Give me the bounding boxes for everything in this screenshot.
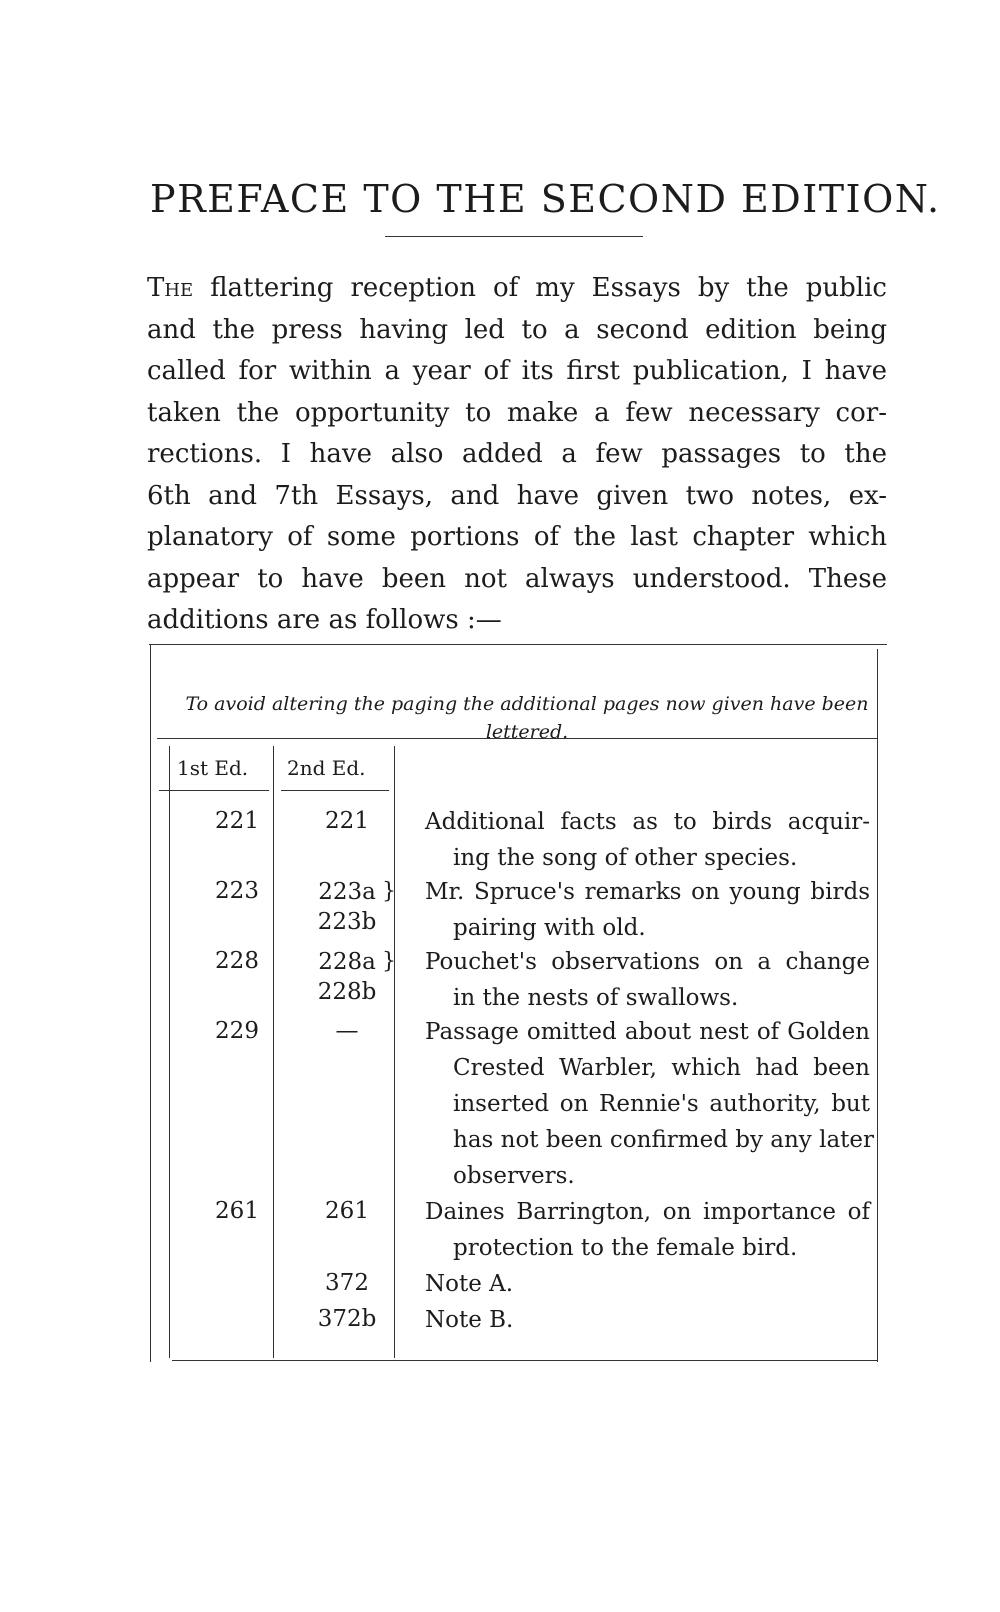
additions-table [157,664,887,1394]
paragraph-line: 6th and 7th Essays, and have given two notes, ex- [147,480,887,511]
row-description: Pouchet's observations on a change in the nests of swallows. [425,949,870,1011]
title-rule [385,236,643,237]
row-first-ed: 221 [215,808,259,834]
row-first-ed: 261 [215,1198,259,1224]
table-bottom-border [172,1360,877,1361]
col1-left-rule [169,746,170,1358]
row-second-ed-a: 223a [318,879,376,905]
brace-icon: } [382,949,396,974]
row-description: Passage omitted about nest of Golden Crested Warbler, which had been inserted on Rennie's authority, but has not been confirmed by any later observers. [425,1019,875,1189]
row-second-ed-a: 228a [318,949,376,975]
paragraph-line: appear to have been not always understood. These [147,563,887,594]
row-second-ed: — [335,1018,359,1044]
row-second-ed: 221 [325,808,369,834]
paragraph-line: taken the opportunity to make a few necessary cor- [147,397,887,428]
table-right-border [877,649,878,1362]
row-description: Mr. Spruce's remarks on young birds pairing with old. [425,879,870,941]
page-title: PREFACE TO THE SECOND EDITION. [150,177,941,222]
paragraph-first-word: The [147,273,194,303]
row-second-ed-b: 223b [317,909,377,935]
paragraph-line: planatory of some portions of the last chapter which [147,522,887,552]
header-rule-1 [159,790,269,791]
paragraph-line: The flattering reception of my Essays by the public [147,273,887,303]
row-second-ed: 372 [325,1270,369,1296]
paragraph-line: and the press having led to a second edition being [147,314,887,345]
brace-icon: } [382,879,396,904]
row-description: Additional facts as to birds acquir- ing the song of other species. [425,809,870,871]
header-rule-2 [281,790,389,791]
preface-paragraph [147,268,887,642]
row-second-ed-b: 228b [317,979,377,1005]
table-top-border [149,644,887,645]
paragraph-line: additions are as follows :— [147,605,502,635]
row-second-ed: 261 [325,1198,369,1224]
row-description: Daines Barrington, on importance of protection to the female bird. [425,1199,870,1261]
header-first-edition: 1st Ed. [177,756,249,780]
col2-right-rule [394,746,395,1358]
paragraph-line: called for within a year of its first publication, I have [147,356,887,386]
row-first-ed: 229 [215,1018,259,1044]
row-description: Note A. [425,1271,514,1297]
header-second-edition: 2nd Ed. [287,756,366,780]
col1-right-rule [273,746,274,1358]
paragraph-line: rections. I have also added a few passages to the [147,439,887,469]
table-left-border [150,644,151,1362]
row-first-ed: 228 [215,948,259,974]
table-note: To avoid altering the paging the additional pages now given have been lettered. [185,693,869,743]
row-second-ed: 372b [317,1306,377,1332]
row-description: Note B. [425,1307,514,1333]
row-first-ed: 223 [215,878,259,904]
